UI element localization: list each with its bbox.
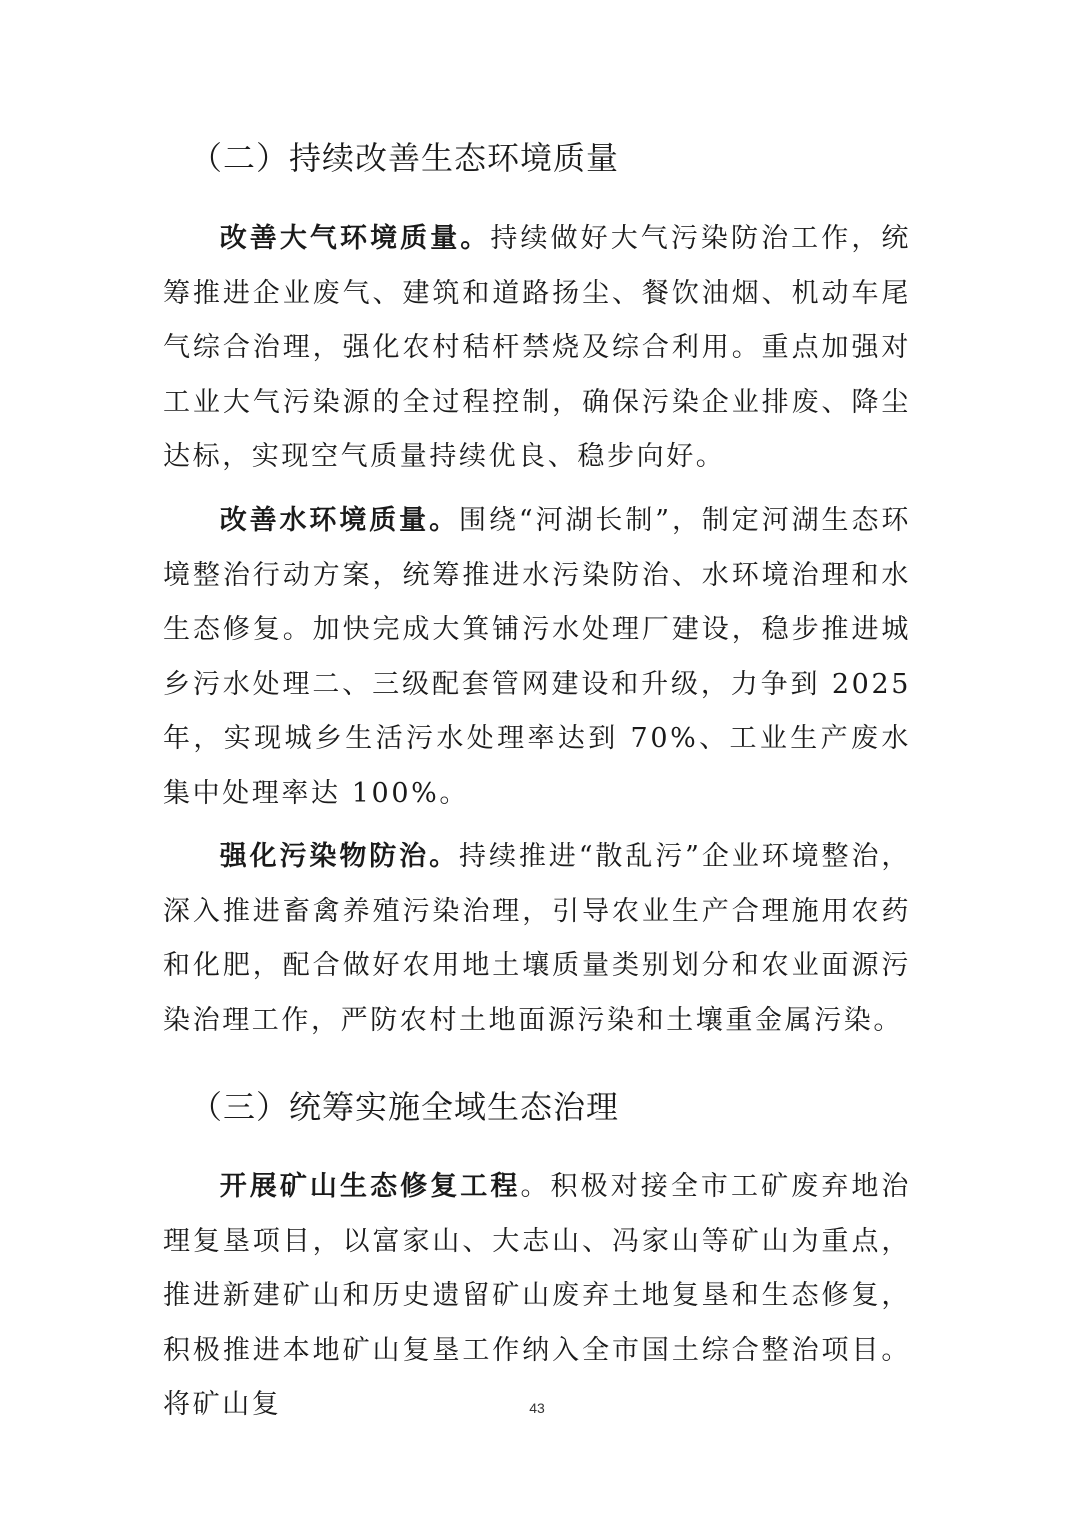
paragraph-text: 。积极对接全市工矿废弃地治理复垦项目，以富家山、大志山、冯家山等矿山为重点，推进新建矿山和历史遗留矿山废弃土地复垦和生态修复，积极推进本地矿山复垦工作纳入全市国土综合整治项目。将矿山复 (163, 1171, 911, 1421)
paragraph-text: 围绕“河湖长制”，制定河湖生态环境整治行动方案，统筹推进水污染防治、水环境治理和水生态修复。加快完成大箕铺污水处理厂建设，稳步推进城乡污水处理二、三级配套管网建设和升级，力争到 2025 年，实现城乡生活污水处理率达到 70%、工业生产废水集中处理率达 100%。 (163, 505, 911, 809)
page-number: 43 (529, 1400, 545, 1416)
paragraph-text: 持续做好大气污染防治工作，统筹推进企业废气、建筑和道路扬尘、餐饮油烟、机动车尾气综合治理，强化农村秸杆禁烧及综合利用。重点加强对工业大气污染源的全过程控制，确保污染企业排废、降尘达标，实现空气质量持续优良、稳步向好。 (163, 223, 911, 473)
section-heading: （三）统筹实施全域生态治理 (190, 1088, 620, 1126)
paragraph (163, 1160, 911, 1433)
section-heading: （二）持续改善生态环境质量 (190, 139, 620, 177)
paragraph-lead: 改善水环境质量。 (219, 505, 460, 536)
paragraph-lead: 强化污染物防治。 (219, 841, 460, 872)
paragraph-lead: 开展矿山生态修复工程 (219, 1171, 521, 1202)
paragraph (163, 212, 911, 485)
paragraph-lead: 改善大气环境质量。 (219, 223, 491, 254)
paragraph-text: 持续推进“散乱污”企业环境整治，深入推进畜禽养殖污染治理，引导农业生产合理施用农药和化肥，配合做好农用地土壤质量类别划分和农业面源污染治理工作，严防农村土地面源污染和土壤重金属污染。 (163, 841, 911, 1036)
paragraph (163, 830, 911, 1048)
paragraph (163, 494, 911, 822)
